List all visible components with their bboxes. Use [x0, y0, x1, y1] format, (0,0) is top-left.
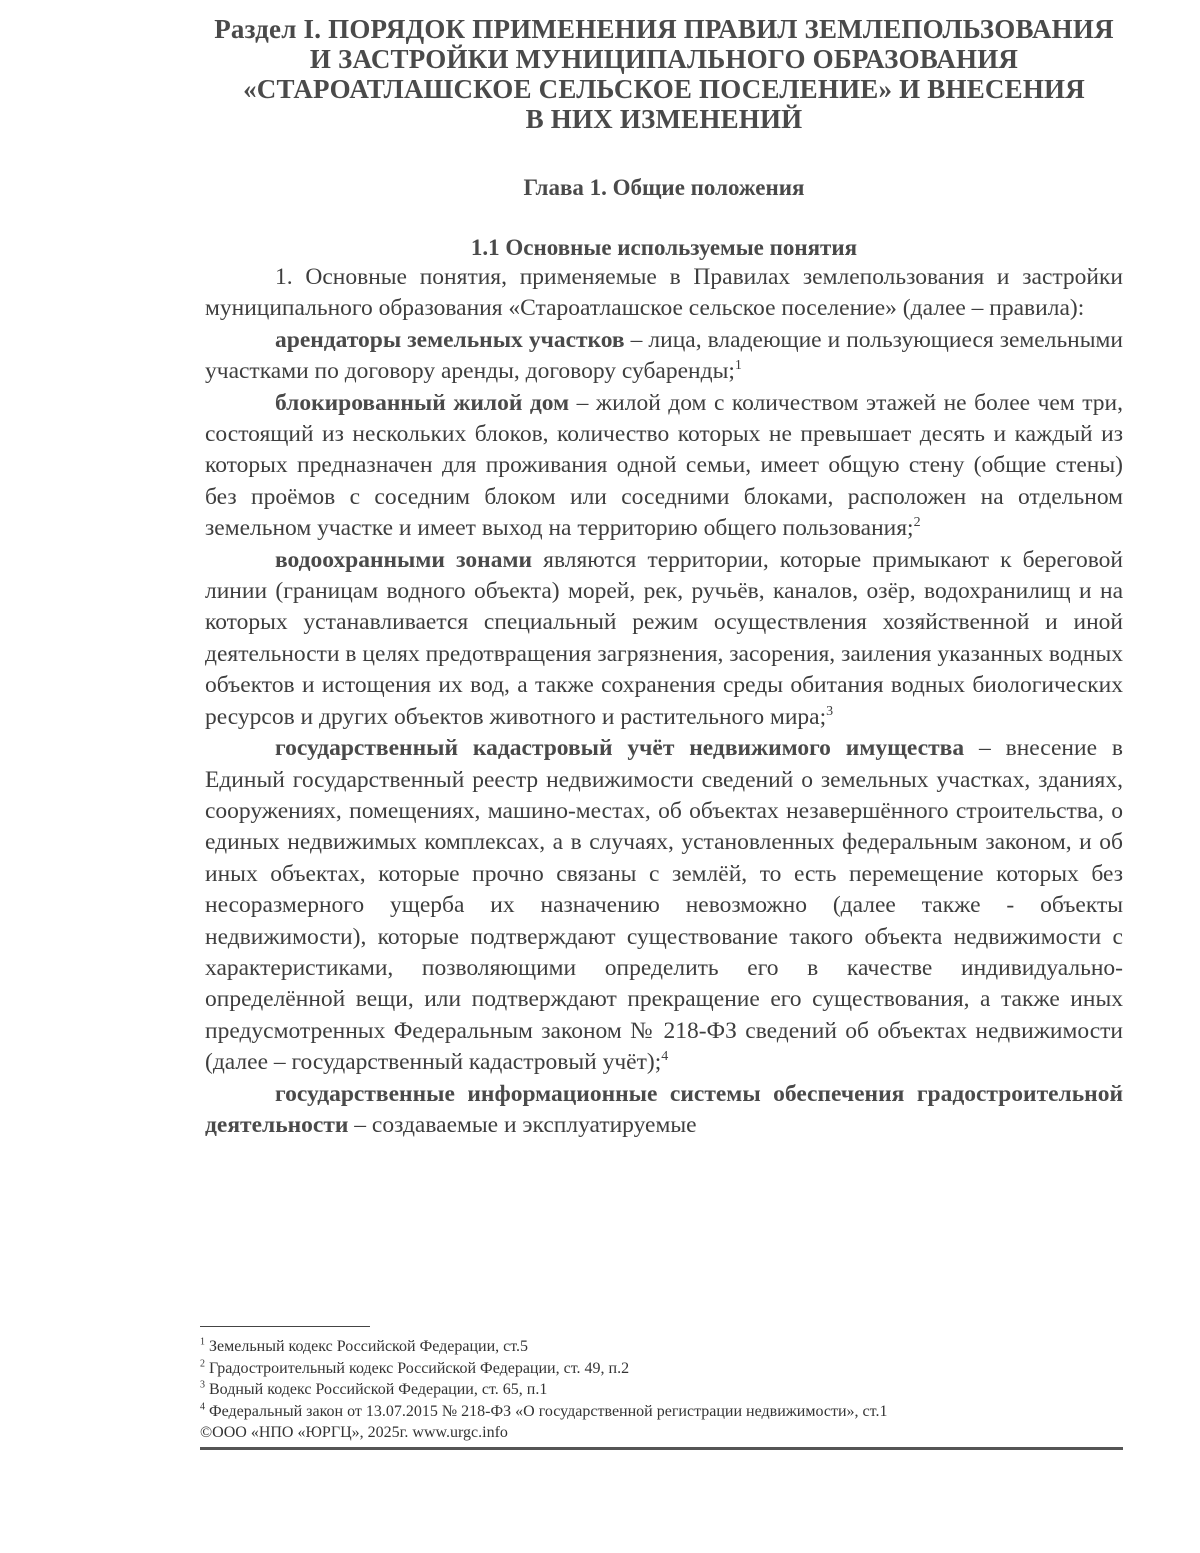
footnote: [200, 1401, 1120, 1423]
footnote-text: Водный кодекс Российской Федерации, ст. 65, п.1: [205, 1381, 548, 1398]
footnote-number: 1: [200, 1336, 205, 1348]
footnote-ref[interactable]: 1: [734, 358, 742, 374]
subsection-title: 1.1 Основные используемые понятия: [470, 235, 858, 260]
definition-text: – жилой дом с количеством этажей не более чем три, состоящий из нескольких блоков, количество которых не превышает десять и каждый из которых предназначен для проживания одной семьи, имеет общую стену (общие стены) без проёмов с соседним блоком или соседними блоками, расположен на отдельном земельном участке и имеет выход на территорию общего пользования;: [205, 389, 1123, 542]
section-title-line: Раздел I. ПОРЯДОК ПРИМЕНЕНИЯ ПРАВИЛ ЗЕМЛЕПОЛЬЗОВАНИЯ: [214, 14, 1114, 44]
footnote: [200, 1358, 1120, 1380]
definition-text: – лица, владеющие и пользующиеся земельными участками по договору аренды, договору субаренды;: [205, 326, 1123, 385]
page-bottom-rule: [200, 1447, 1123, 1450]
document-page: [205, 14, 1123, 1141]
intro-paragraph: 1. Основные понятия, применяемые в Правилах землепользования и застройки муниципального образования «Староатлашское сельское поселение» (далее – правила):: [205, 264, 1123, 322]
section-title-line: «СТАРОАТЛАШСКОЕ СЕЛЬСКОЕ ПОСЕЛЕНИЕ» И ВНЕСЕНИЯ: [243, 74, 1085, 104]
section-title: [205, 14, 1123, 134]
footnote-ref[interactable]: 4: [661, 1049, 669, 1065]
footnote: [200, 1379, 1120, 1401]
footnote-ref[interactable]: 2: [913, 515, 921, 531]
footnotes: [200, 1336, 1120, 1444]
definition-term: блокированный жилой дом: [275, 389, 570, 416]
definition-term: государственные информационные системы обеспечения градостроительной деятельности: [205, 1080, 1123, 1138]
footnote-number: 3: [200, 1379, 205, 1391]
footnote: [200, 1336, 1120, 1358]
definition-paragraph: [205, 325, 1123, 388]
footnote-number: 2: [200, 1358, 205, 1370]
definition-text: – создаваемые и эксплуатируемые: [348, 1111, 697, 1138]
definition-term: водоохранными зонами: [275, 546, 532, 573]
definition-paragraph: [205, 545, 1123, 733]
section-title-line: И ЗАСТРОЙКИ МУНИЦИПАЛЬНОГО ОБРАЗОВАНИЯ: [309, 44, 1019, 74]
definition-text: являются территории, которые примыкают к береговой линии (границам водного объекта) морей, рек, ручьёв, каналов, озёр, водохранилищ и на которых устанавливается специальный режим осуществления хозяйственной и иной деятельности в целях предотвращения загрязнения, засорения, заиления указанных водных объектов и истощения их вод, а также сохранения среды обитания водных биологических ресурсов и других объектов животного и растительного мира;: [205, 546, 1124, 730]
footnote-number: 4: [200, 1401, 205, 1413]
definition-paragraph: [205, 733, 1123, 1078]
chapter-title: Глава 1. Общие положения: [523, 175, 805, 200]
definition-term: арендаторы земельных участков: [275, 326, 625, 353]
copyright: ©ООО «НПО «ЮРГЦ», 2025г. www.urgc.info: [200, 1424, 508, 1441]
footnote-ref[interactable]: 3: [826, 703, 834, 719]
section-title-line: В НИХ ИЗМЕНЕНИЙ: [525, 104, 803, 134]
definition-paragraph: [205, 1079, 1123, 1142]
footnote-separator: [200, 1326, 370, 1327]
footnote-text: Федеральный закон от 13.07.2015 № 218-ФЗ «О государственной регистрации недвижимости», ст.1: [205, 1402, 888, 1420]
definition-text: – внесение в Единый государственный реестр недвижимости сведений о земельных участках, зданиях, сооружениях, помещениях, машино-местах, об объектах незавершённого строительства, о единых недвижимых комплексах, а в случаях, установленных федеральным законом, и об иных объектах, которые прочно связаны с землёй, то есть перемещение которых без несоразмерного ущерба их назначению невозможно (далее также - объекты недвижимости), которые подтверждают существование такого объекта недвижимости с характеристиками, позволяющими определить его в качестве индивидуально-определённой вещи, или подтверждают прекращение его существования, а также иных предусмотренных Федеральным законом № 218-ФЗ сведений об объектах недвижимости (далее – государственный кадастровый учёт);: [205, 735, 1123, 1076]
body-text: [205, 262, 1123, 1141]
footnote-text: Градостроительный кодекс Российской Федерации, ст. 49, п.2: [205, 1359, 630, 1377]
footnote-text: Земельный кодекс Российской Федерации, ст.5: [205, 1338, 529, 1355]
definition-term: государственный кадастровый учёт недвижимого имущества: [275, 735, 965, 762]
definition-paragraph: [205, 388, 1123, 545]
